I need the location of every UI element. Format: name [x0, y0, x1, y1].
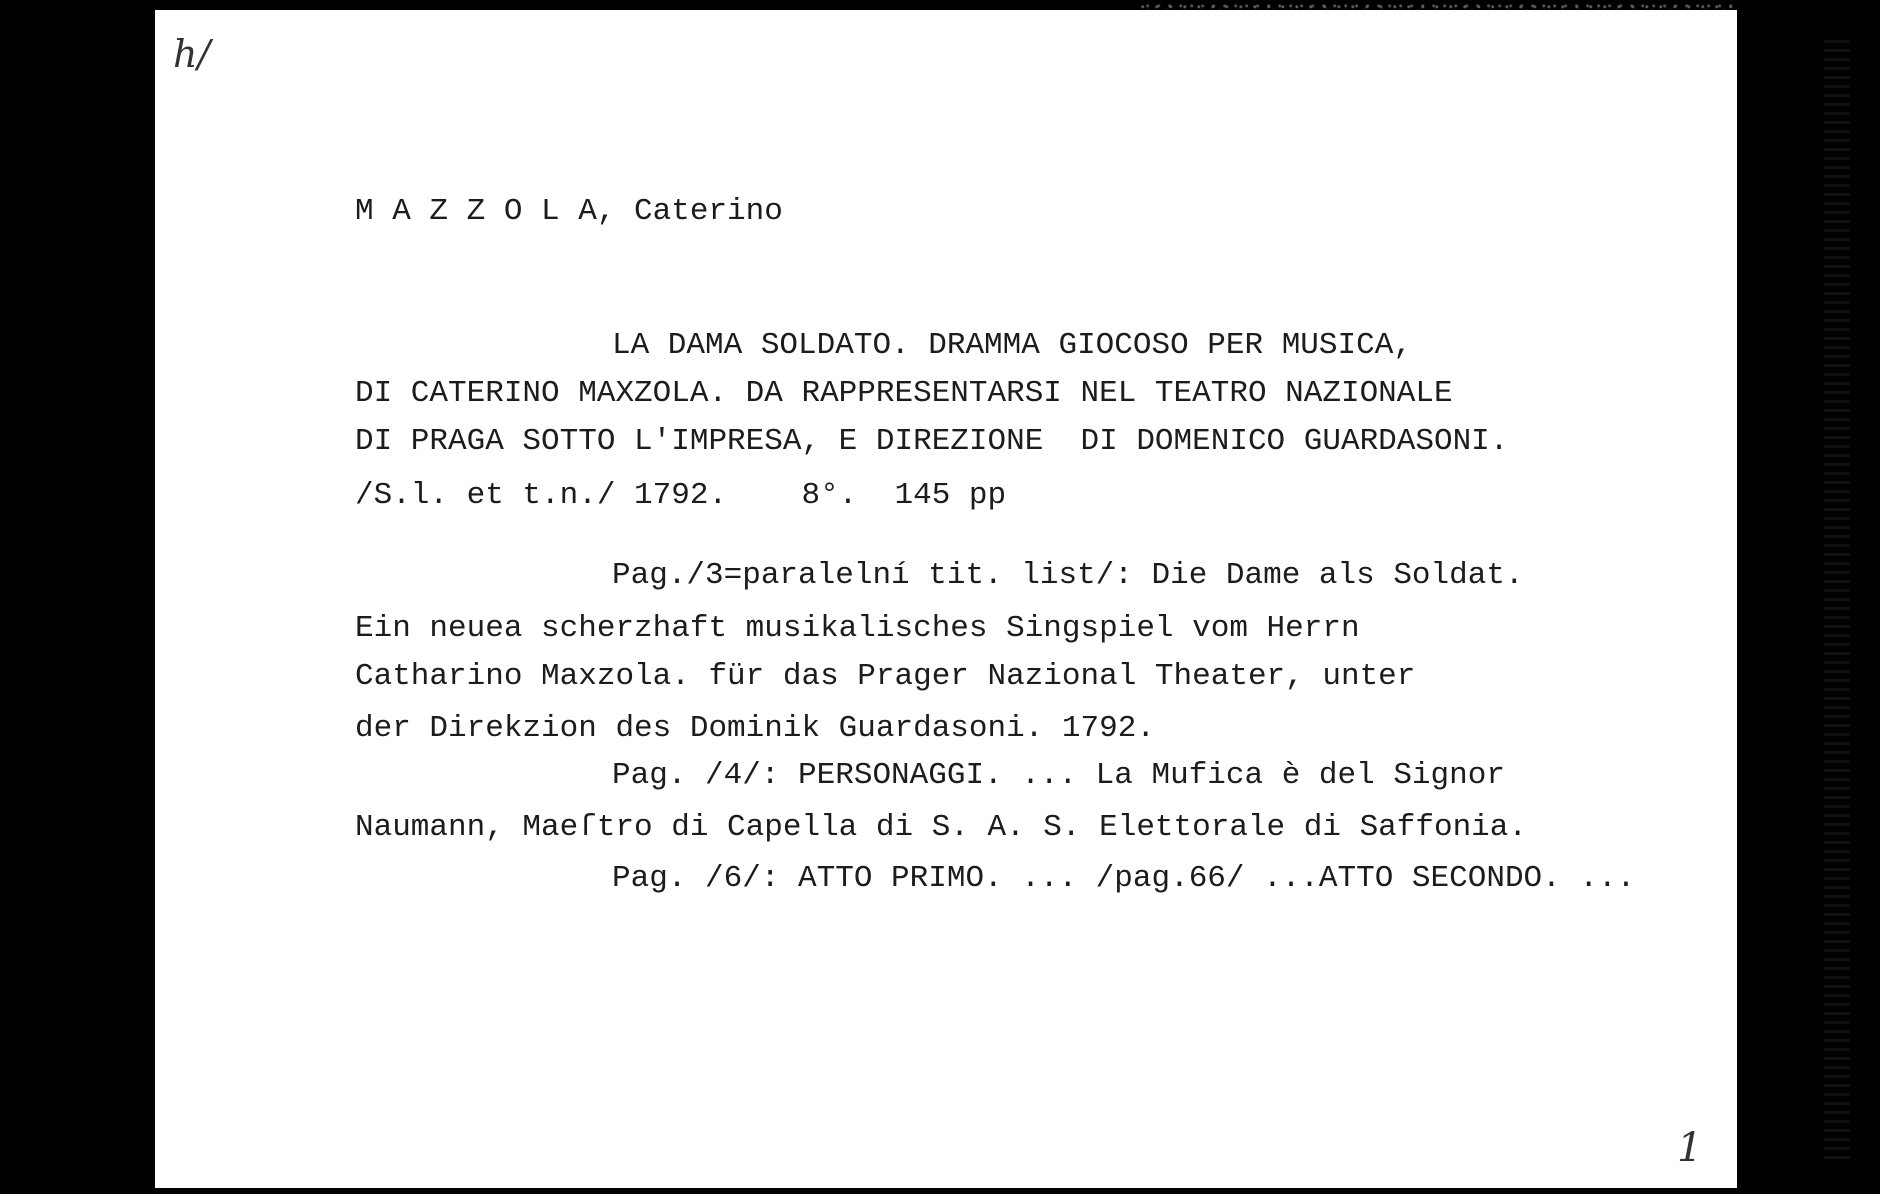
title-line-1: LA DAMA SOLDATO. DRAMMA GIOCOSO PER MUSICA,	[612, 328, 1412, 363]
note-line-5: Pag. /4/: PERSONAGGI. ... La Mufica è del Signor	[612, 758, 1505, 793]
catalog-card	[155, 10, 1737, 1188]
note-line-4: der Direkzion des Dominik Guardasoni. 1792.	[355, 711, 1155, 746]
imprint-line: /S.l. et t.n./ 1792. 8°. 145 pp	[355, 478, 1007, 513]
note-line-3: Catharino Maxzola. für das Prager Nazional Theater, unter	[355, 659, 1416, 694]
title-line-3: DI PRAGA SOTTO L'IMPRESA, E DIREZIONE DI DOMENICO GUARDASONI.	[355, 424, 1509, 459]
title-line-2: DI CATERINO MAXZOLA. DA RAPPRESENTARSI NEL TEATRO NAZIONALE	[355, 376, 1453, 411]
scan-edge-noise	[1824, 40, 1850, 1160]
handwritten-page-mark: 1	[1677, 1125, 1703, 1171]
author-heading: M A Z Z O L A, Caterino	[355, 194, 783, 229]
note-line-7: Pag. /6/: ATTO PRIMO. ... /pag.66/ ...ATTO SECONDO. ...	[612, 861, 1636, 896]
note-line-1: Pag./3=paralelní tit. list/: Die Dame als Soldat.	[612, 558, 1524, 593]
note-line-2: Ein neuea scherzhaft musikalisches Singspiel vom Herrn	[355, 611, 1360, 646]
handwritten-corner-mark: h/	[173, 32, 211, 76]
note-line-6: Naumann, Maeſtro di Capella di S. A. S. Elettorale di Saffonia.	[355, 810, 1527, 845]
